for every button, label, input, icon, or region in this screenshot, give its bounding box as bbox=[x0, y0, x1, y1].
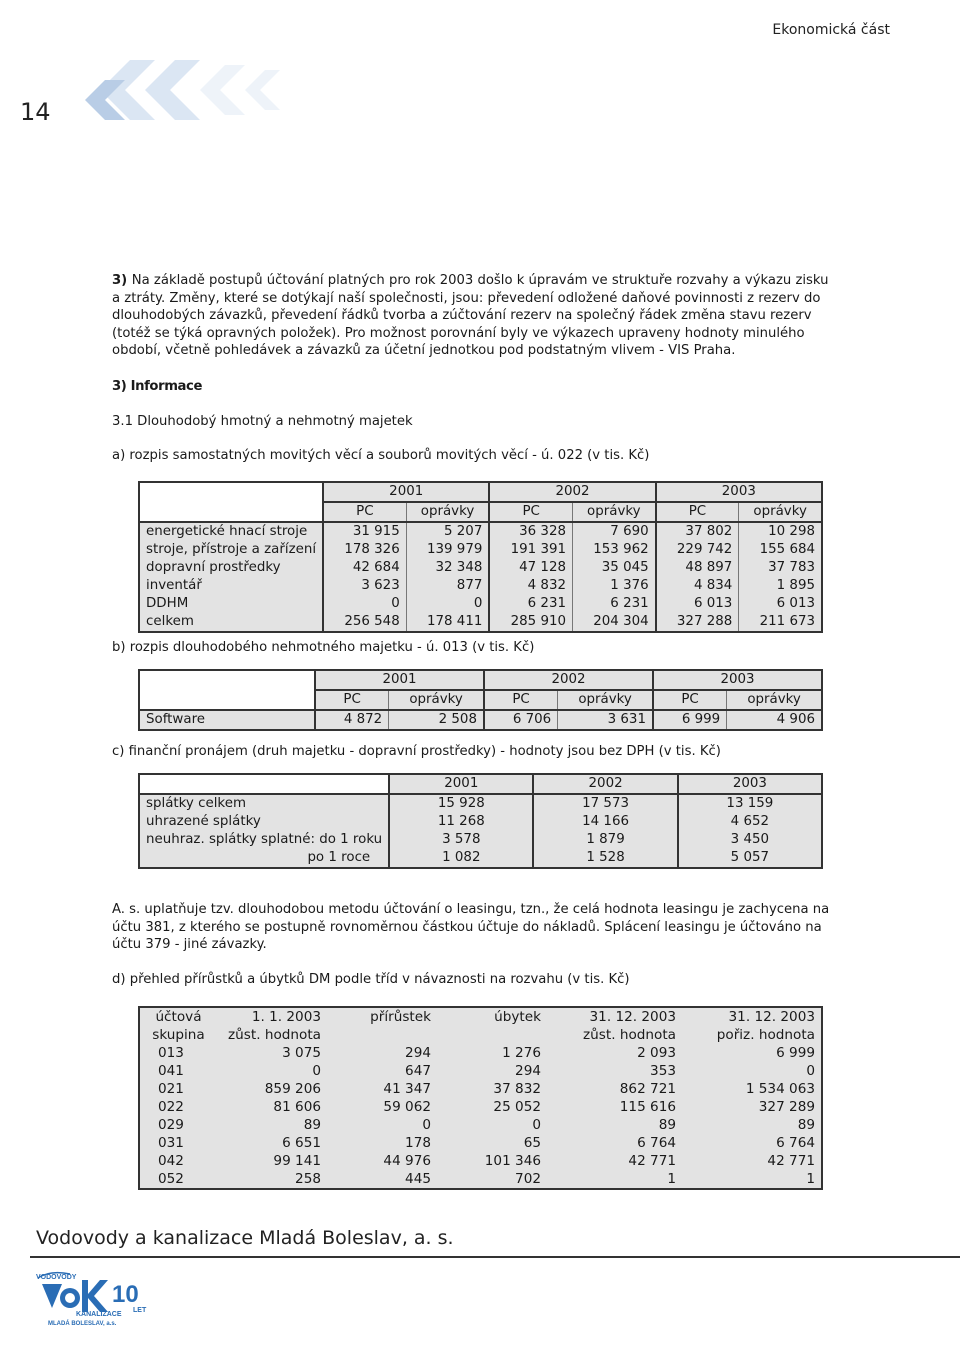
col-header: zůst. hodnota bbox=[547, 1026, 682, 1044]
row-label: energetické hnací stroje bbox=[139, 522, 323, 541]
cell: 258 bbox=[217, 1170, 327, 1189]
intro-number: 3) bbox=[112, 273, 132, 288]
cell: 1 528 bbox=[533, 849, 677, 868]
cell: 4 652 bbox=[678, 813, 822, 831]
cell: 031 bbox=[139, 1134, 217, 1152]
cell: 42 771 bbox=[682, 1152, 822, 1170]
row-label: uhrazené splátky bbox=[139, 813, 389, 831]
logo-text-10: 10 bbox=[112, 1281, 139, 1308]
cell: 89 bbox=[217, 1116, 327, 1134]
cell: 1 bbox=[682, 1170, 822, 1189]
cell: 178 411 bbox=[406, 613, 489, 632]
cell: 4 832 bbox=[489, 577, 572, 595]
cell: 37 783 bbox=[739, 559, 822, 577]
cell: 3 450 bbox=[678, 831, 822, 849]
cell: 6 013 bbox=[739, 595, 822, 613]
cell: 1 276 bbox=[437, 1044, 547, 1062]
cell: 0 bbox=[217, 1062, 327, 1080]
table-a-subheader: oprávky bbox=[406, 502, 489, 522]
cell: 48 897 bbox=[656, 559, 739, 577]
cell: 021 bbox=[139, 1080, 217, 1098]
table-row bbox=[139, 522, 822, 541]
table-row bbox=[139, 559, 822, 577]
table-row bbox=[139, 813, 822, 831]
cell: 6 013 bbox=[656, 595, 739, 613]
table-row bbox=[139, 1098, 822, 1116]
subsection-heading: 3.1 Dlouhodobý hmotný a nehmotný majetek bbox=[112, 414, 413, 429]
table-b bbox=[138, 669, 823, 731]
cell: 25 052 bbox=[437, 1098, 547, 1116]
table-b-subheader: oprávky bbox=[727, 690, 822, 710]
table-a-subheader: PC bbox=[656, 502, 739, 522]
table-row bbox=[139, 710, 822, 730]
col-header: účtová bbox=[139, 1007, 217, 1026]
table-row bbox=[139, 849, 822, 868]
cell: 17 573 bbox=[533, 794, 677, 813]
cell: 0 bbox=[406, 595, 489, 613]
cell: 47 128 bbox=[489, 559, 572, 577]
cell: 294 bbox=[327, 1044, 437, 1062]
cell: 327 289 bbox=[682, 1098, 822, 1116]
leasing-note: A. s. uplatňuje tzv. dlouhodobou metodu účtování o leasingu, tzn., že celá hodnota leasingu je zachycena na účtu 381, z kterého se postupně rovnoměrnou částkou účtuje do nákladů. Splácení leasingu je účtováno na účtu 379 - jiné závazky. bbox=[112, 902, 830, 953]
cell: 37 832 bbox=[437, 1080, 547, 1098]
row-label: inventář bbox=[139, 577, 323, 595]
cell: 1 895 bbox=[739, 577, 822, 595]
table-c-title: c) finanční pronájem (druh majetku - dopravní prostředky) - hodnoty jsou bez DPH (v tis. Kč) bbox=[112, 744, 721, 759]
cell: 139 979 bbox=[406, 541, 489, 559]
cell: 0 bbox=[323, 595, 406, 613]
chevron-decoration-icon bbox=[75, 40, 325, 160]
cell: 2 093 bbox=[547, 1044, 682, 1062]
cell: 13 159 bbox=[678, 794, 822, 813]
row-label: stroje, přístroje a zařízení bbox=[139, 541, 323, 559]
table-row bbox=[139, 577, 822, 595]
col-header: úbytek bbox=[437, 1007, 547, 1026]
table-row bbox=[139, 1152, 822, 1170]
table-b-subheader: oprávky bbox=[558, 690, 653, 710]
table-row bbox=[139, 794, 822, 813]
cell: 1 534 063 bbox=[682, 1080, 822, 1098]
table-row bbox=[139, 831, 822, 849]
cell: 15 928 bbox=[389, 794, 533, 813]
cell: 6 764 bbox=[547, 1134, 682, 1152]
cell: 32 348 bbox=[406, 559, 489, 577]
cell: 44 976 bbox=[327, 1152, 437, 1170]
cell: 35 045 bbox=[573, 559, 656, 577]
row-label: dopravní prostředky bbox=[139, 559, 323, 577]
cell: 877 bbox=[406, 577, 489, 595]
cell: 862 721 bbox=[547, 1080, 682, 1098]
cell: 256 548 bbox=[323, 613, 406, 632]
cell: 153 962 bbox=[573, 541, 656, 559]
intro-paragraph bbox=[112, 272, 840, 360]
cell: 327 288 bbox=[656, 613, 739, 632]
cell: 5 057 bbox=[678, 849, 822, 868]
cell: 229 742 bbox=[656, 541, 739, 559]
cell: 204 304 bbox=[573, 613, 656, 632]
table-a-title: a) rozpis samostatných movitých věcí a souborů movitých věcí - ú. 022 (v tis. Kč) bbox=[112, 448, 650, 463]
table-a-year: 2002 bbox=[489, 482, 655, 502]
cell: 178 326 bbox=[323, 541, 406, 559]
table-a-subheader: PC bbox=[323, 502, 406, 522]
logo-text-vodovody: VODOVODY bbox=[36, 1274, 77, 1281]
cell: 022 bbox=[139, 1098, 217, 1116]
cell: 6 764 bbox=[682, 1134, 822, 1152]
table-a-subheader: PC bbox=[489, 502, 572, 522]
table-b-year: 2003 bbox=[653, 670, 822, 690]
cell: 178 bbox=[327, 1134, 437, 1152]
footer-divider bbox=[30, 1256, 960, 1258]
cell: 6 231 bbox=[489, 595, 572, 613]
table-b-subheader: PC bbox=[315, 690, 389, 710]
cell: 859 206 bbox=[217, 1080, 327, 1098]
table-row bbox=[139, 1062, 822, 1080]
col-header bbox=[327, 1026, 437, 1044]
table-c-year: 2002 bbox=[533, 774, 677, 794]
cell: 0 bbox=[327, 1116, 437, 1134]
table-a-year: 2003 bbox=[656, 482, 822, 502]
row-label: po 1 roce bbox=[139, 849, 389, 868]
col-header: 31. 12. 2003 bbox=[682, 1007, 822, 1026]
cell: 5 207 bbox=[406, 522, 489, 541]
col-header: 1. 1. 2003 bbox=[217, 1007, 327, 1026]
logo-text-let: LET bbox=[133, 1307, 147, 1314]
cell: 115 616 bbox=[547, 1098, 682, 1116]
cell: 3 578 bbox=[389, 831, 533, 849]
table-row bbox=[139, 1134, 822, 1152]
table-row bbox=[139, 1080, 822, 1098]
cell: 041 bbox=[139, 1062, 217, 1080]
cell: 042 bbox=[139, 1152, 217, 1170]
table-a-subheader: oprávky bbox=[573, 502, 656, 522]
row-label: DDHM bbox=[139, 595, 323, 613]
table-b-subheader: oprávky bbox=[389, 690, 484, 710]
table-d-title: d) přehled přírůstků a úbytků DM podle tříd v návaznosti na rozvahu (v tis. Kč) bbox=[112, 972, 630, 987]
cell: 6 651 bbox=[217, 1134, 327, 1152]
company-logo-icon bbox=[30, 1268, 160, 1328]
cell: 4 906 bbox=[727, 710, 822, 730]
table-c-year: 2001 bbox=[389, 774, 533, 794]
table-a-subheader: oprávky bbox=[739, 502, 822, 522]
table-row bbox=[139, 1116, 822, 1134]
section-label: Ekonomická část bbox=[772, 22, 890, 38]
table-row bbox=[139, 1044, 822, 1062]
cell: 1 879 bbox=[533, 831, 677, 849]
cell: 052 bbox=[139, 1170, 217, 1189]
table-d bbox=[138, 1006, 823, 1190]
cell: 191 391 bbox=[489, 541, 572, 559]
table-row bbox=[139, 1170, 822, 1189]
col-header bbox=[437, 1026, 547, 1044]
table-row bbox=[139, 595, 822, 613]
table-b-title: b) rozpis dlouhodobého nehmotného majetku - ú. 013 (v tis. Kč) bbox=[112, 640, 535, 655]
row-label: Software bbox=[139, 710, 315, 730]
cell: 41 347 bbox=[327, 1080, 437, 1098]
cell: 3 631 bbox=[558, 710, 653, 730]
table-b-subheader: PC bbox=[653, 690, 727, 710]
row-label: neuhraz. splátky splatné: do 1 roku bbox=[139, 831, 389, 849]
col-header: zůst. hodnota bbox=[217, 1026, 327, 1044]
table-c-year: 2003 bbox=[678, 774, 822, 794]
cell: 81 606 bbox=[217, 1098, 327, 1116]
cell: 0 bbox=[682, 1062, 822, 1080]
cell: 445 bbox=[327, 1170, 437, 1189]
cell: 211 673 bbox=[739, 613, 822, 632]
cell: 101 346 bbox=[437, 1152, 547, 1170]
cell: 6 231 bbox=[573, 595, 656, 613]
cell: 2 508 bbox=[389, 710, 484, 730]
logo-text-kanalizace: KANALIZACE bbox=[76, 1311, 122, 1318]
section-heading: 3) Informace bbox=[112, 379, 202, 394]
cell: 294 bbox=[437, 1062, 547, 1080]
row-label: celkem bbox=[139, 613, 323, 632]
table-b-year: 2001 bbox=[315, 670, 484, 690]
footer-company-name: Vodovody a kanalizace Mladá Boleslav, a. s. bbox=[36, 1227, 454, 1249]
cell: 36 328 bbox=[489, 522, 572, 541]
cell: 14 166 bbox=[533, 813, 677, 831]
row-label: splátky celkem bbox=[139, 794, 389, 813]
col-header: přírůstek bbox=[327, 1007, 437, 1026]
cell: 3 623 bbox=[323, 577, 406, 595]
cell: 3 075 bbox=[217, 1044, 327, 1062]
cell: 155 684 bbox=[739, 541, 822, 559]
table-b-year: 2002 bbox=[484, 670, 653, 690]
cell: 65 bbox=[437, 1134, 547, 1152]
cell: 702 bbox=[437, 1170, 547, 1189]
cell: 4 834 bbox=[656, 577, 739, 595]
cell: 6 999 bbox=[653, 710, 727, 730]
cell: 353 bbox=[547, 1062, 682, 1080]
cell: 99 141 bbox=[217, 1152, 327, 1170]
cell: 10 298 bbox=[739, 522, 822, 541]
cell: 1 376 bbox=[573, 577, 656, 595]
logo-text-city: MLADÁ BOLESLAV, a.s. bbox=[48, 1321, 117, 1327]
cell: 1 bbox=[547, 1170, 682, 1189]
cell: 6 999 bbox=[682, 1044, 822, 1062]
intro-text: Na základě postupů účtování platných pro rok 2003 došlo k úpravám ve struktuře rozvahy a výkazu zisku a ztráty. Změny, které se dotýkají naší společnosti, jsou: převedení odložené daňové povinnosti z rezerv do dlouhodobých závazků, převedení řádků tvorba a zúčtování rezerv na společný řádek změna stavu rezerv (totéž se týká opravných položek). Pro možnost porovnání byly ve výkazech upraveny hodnoty minulého období, včetně pohledávek a závazků za účetní jednotkou pod podstatným vlivem - VIS Praha. bbox=[112, 273, 829, 359]
cell: 42 684 bbox=[323, 559, 406, 577]
cell: 1 082 bbox=[389, 849, 533, 868]
cell: 37 802 bbox=[656, 522, 739, 541]
cell: 029 bbox=[139, 1116, 217, 1134]
table-a bbox=[138, 481, 823, 633]
cell: 89 bbox=[682, 1116, 822, 1134]
cell: 59 062 bbox=[327, 1098, 437, 1116]
cell: 013 bbox=[139, 1044, 217, 1062]
table-row-total bbox=[139, 613, 822, 632]
cell: 7 690 bbox=[573, 522, 656, 541]
cell: 31 915 bbox=[323, 522, 406, 541]
cell: 0 bbox=[437, 1116, 547, 1134]
cell: 11 268 bbox=[389, 813, 533, 831]
col-header: 31. 12. 2003 bbox=[547, 1007, 682, 1026]
table-row bbox=[139, 541, 822, 559]
cell: 285 910 bbox=[489, 613, 572, 632]
cell: 42 771 bbox=[547, 1152, 682, 1170]
col-header: pořiz. hodnota bbox=[682, 1026, 822, 1044]
cell: 647 bbox=[327, 1062, 437, 1080]
page-number: 14 bbox=[20, 98, 51, 126]
col-header: skupina bbox=[139, 1026, 217, 1044]
table-a-year: 2001 bbox=[323, 482, 489, 502]
table-b-subheader: PC bbox=[484, 690, 558, 710]
cell: 6 706 bbox=[484, 710, 558, 730]
cell: 4 872 bbox=[315, 710, 389, 730]
cell: 89 bbox=[547, 1116, 682, 1134]
table-c bbox=[138, 773, 823, 869]
